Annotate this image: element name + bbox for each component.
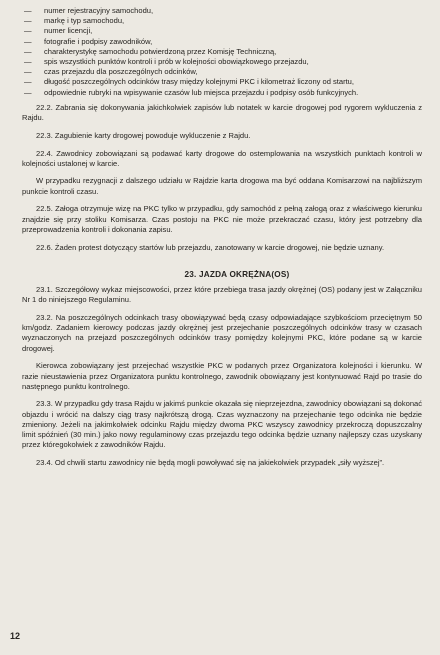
paragraph-23-1: 23.1. Szczegółowy wykaz miejscowości, przez które przebiega trasa jazdy okrężnej (OS) podany jest w Załączniku Nr 1 do niniejszego Regulaminu. — [22, 285, 422, 305]
paragraph-23-3: 23.3. W przypadku gdy trasa Rajdu w jakimś punkcie okazała się nieprzejezdna, zawodnicy obowiązani są dokonać objazdu i wrócić na dalszy ciąg trasy najkrótszą drogą. Czas wyznaczony na przejechanie tego odcinka nie będzie zmieniony. Jeżeli na jakimkolwiek odcinku Rajdu między dwoma PKC wszyscy zawodnicy przekroczą dopuszczalny limit spóźnień (30 min.) jako nowy regulaminowy czas przejazdu tego odcinka będzie uznany najlepszy czas uzyskany przez któregokolwiek z zawodników Rajdu. — [22, 399, 422, 450]
list-dash: — — [24, 46, 32, 56]
page-number: 12 — [10, 630, 21, 641]
list-dash: — — [24, 87, 32, 97]
list-item: — czas przejazdu dla poszczególnych odcinków, — [24, 67, 198, 77]
paragraph-22-4-continued: W przypadku rezygnacji z dalszego udziału w Rajdzie karta drogowa ma być oddana Komisarzowi na najbliższym punkcie kontroli czasu. — [22, 176, 422, 196]
paragraph-22-6: 22.6. Żaden protest dotyczący startów lub przejazdu, zanotowany w karcie drogowej, nie będzie uznany. — [36, 242, 385, 252]
list-dash: — — [24, 67, 32, 77]
list-dash: — — [24, 6, 32, 15]
list-item: — odpowiednie rubryki na wpisywanie czasów lub miejsca przejazdu i podpisy osób funkcyjnych. — [24, 87, 359, 97]
paragraph-23-2-continued: Kierowca zobowiązany jest przejechać wszystkie PKC w podanych przez Organizatora kolejności i kierunku. W razie nieustawienia przez Organizatora punktu kontrolnego, zawodnik obowiązany jest kontynuować Rajd po trasie do następnego punktu kontrolnego. — [22, 361, 422, 391]
section-heading: 23. JAZDA OKRĘŻNA(OS) — [184, 269, 290, 279]
list-item: — spis wszystkich punktów kontroli i prób w kolejności obowiązkowego przejazdu, — [24, 57, 309, 67]
list-dash: — — [24, 16, 32, 26]
list-item: — charakterystykę samochodu potwierdzoną przez Komisję Techniczną, — [24, 46, 277, 56]
list-item: — numer licencji, — [24, 26, 93, 36]
list-item: — markę i typ samochodu, — [24, 16, 125, 26]
paragraph-22-2: 22.2. Zabrania się dokonywania jakichkolwiek zapisów lub notatek w karcie drogowej pod rygorem wykluczenia z Rajdu. — [22, 102, 422, 123]
list-dash: — — [24, 36, 32, 46]
list-item: — numer rejestracyjny samochodu, — [24, 6, 154, 15]
list-item: — fotografie i podpisy zawodników, — [24, 36, 153, 46]
paragraph-22-3: 22.3. Zagubienie karty drogowej powoduje wykluczenie z Rajdu. — [36, 130, 251, 140]
list-dash: — — [24, 57, 32, 67]
list-dash: — — [24, 26, 32, 36]
paragraph-22-4: 22.4. Zawodnicy zobowiązani są podawać karty drogowe do ostemplowania na wszystkich punktach kontroli w kolejności ustalonej w karcie. — [22, 148, 422, 168]
list-item: — długość poszczególnych odcinków trasy między kolejnymi PKC i kilometraż liczony od startu, — [24, 77, 354, 87]
list-dash: — — [24, 77, 32, 87]
required-items-list — [22, 6, 422, 98]
paragraph-23-4: 23.4. Od chwili startu zawodnicy nie będą mogli powoływać się na jakiekolwiek przypadek „siły wyższej”. — [36, 458, 385, 468]
paragraph-23-2: 23.2. Na poszczególnych odcinkach trasy obowiązywać będą czasy odpowiadające szybkościom przeciętnym 50 km/godz. Zadaniem kierowcy podczas jazdy okrężnej jest przejechanie poszczególnych odcinków trasy w czasach wyznaczonych na przejazd poszczególnych odcinków trasy pomiędzy kolejnymi PKC, które podane są w karcie drogowej. — [22, 312, 422, 353]
paragraph-22-5: 22.5. Załoga otrzymuje wizę na PKC tylko w przypadku, gdy samochód z pełną załogą oraz z właściwego kierunku znajdzie się przy stoliku Komisarza. Czas postoju na PKC nie może przekraczać czasu, który jest potrzebny dla przeprowadzenia kontroli i dokonania zapisu. — [22, 204, 422, 234]
